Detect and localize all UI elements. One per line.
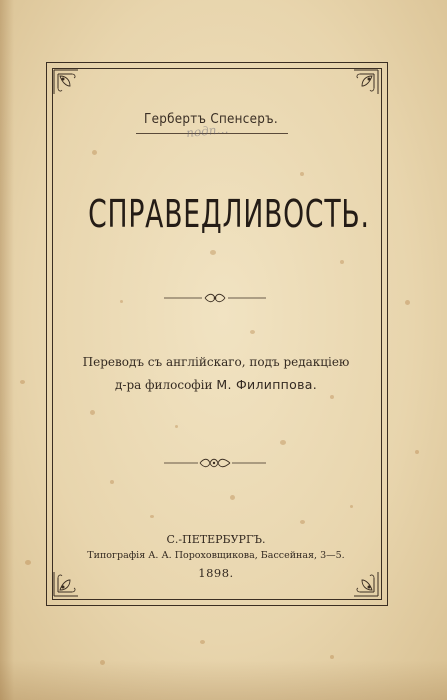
printer-line: Типографія А. А. Пороховщикова, Бассейная, 3—5. bbox=[87, 550, 345, 561]
publication-place: С.-ПЕТЕРБУРГЪ. bbox=[166, 533, 266, 546]
corner-ornament-icon bbox=[52, 68, 82, 98]
paper-bottom-wear bbox=[0, 660, 447, 700]
handwritten-note: подп… bbox=[185, 121, 230, 141]
inner-border-frame bbox=[52, 68, 382, 600]
divider-ornament-icon bbox=[160, 291, 270, 305]
book-title: СПРАВЕДЛИВОСТЬ. bbox=[88, 192, 370, 236]
translation-note-line2 bbox=[60, 377, 372, 392]
divider-ornament-icon bbox=[160, 456, 270, 470]
translation-note-line1: Переводъ съ англійскаго, подъ редакціею bbox=[82, 355, 350, 369]
publication-year: 1898. bbox=[198, 566, 234, 580]
editor-name: М. Филиппова. bbox=[216, 377, 317, 392]
paper-edge-wear bbox=[0, 0, 14, 700]
author-name: Гербертъ Спенсеръ. bbox=[144, 112, 278, 127]
translation-note-prefix: д-ра философіи bbox=[115, 378, 213, 392]
corner-ornament-icon bbox=[350, 68, 380, 98]
